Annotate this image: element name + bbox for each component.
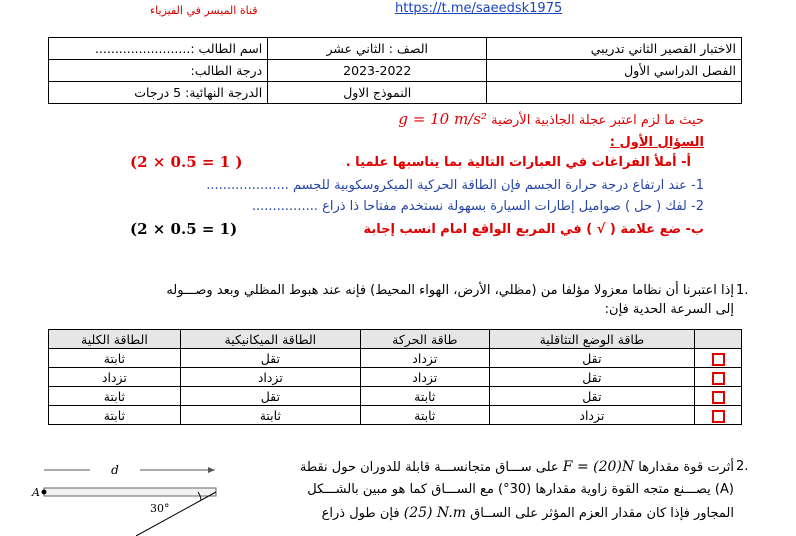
gravity-text: حيث ما لزم اعتبر عجلة الجاذبية الأرضية (491, 113, 704, 128)
option-cell: تزداد (49, 368, 181, 387)
rod-force-diagram (30, 460, 235, 536)
option-cell: تزداد (180, 368, 360, 387)
semester: الفصل الدراسي الأول (487, 60, 742, 82)
mc-2-line-2: (A) يصـــنع متجه القوة زاوية مقدارها (30°) مع الســـاق كما هو مبين بالشـــكل (307, 482, 734, 497)
option-row-4 (49, 406, 742, 425)
options-header-row (49, 330, 742, 349)
option-cell: ثابتة (49, 349, 181, 368)
force-formula: F = (20)N (562, 459, 635, 475)
grade-level: الصف : الثاني عشر (268, 38, 487, 60)
student-score-field: درجة الطالب: (49, 60, 268, 82)
angle-label: 30° (150, 502, 170, 515)
option-cell: تقل (180, 387, 360, 406)
checkbox-icon[interactable] (712, 353, 725, 366)
fill-item-2: 2- لفك ( حل ) صواميل إطارات السيارة بسهولة نستخدم مفتاحا ذا ذراع ................ (251, 199, 704, 214)
option-cell: ثابتة (49, 406, 181, 425)
academic-year: 2023-2022 (268, 60, 487, 82)
mc-2-line-3-a: المجاور فإذا كان مقدار العزم المؤثر على الســاق (470, 506, 734, 521)
exam-model: النموذج الاول (268, 82, 487, 104)
header-checkbox-column (695, 330, 742, 349)
mc-1-line-2: إلى السرعة الحدية فإن: (604, 302, 734, 317)
mc-2-line-1-a: أثرت قوة مقدارها (638, 460, 734, 475)
test-title: الاختبار القصير الثاني تدريبي (487, 38, 742, 60)
part-a-instruction: أ- أملأ الفراغات في العبارات التالية بما يناسبها علميا . (345, 155, 691, 170)
mc-1-options-table (48, 329, 742, 425)
header-empty-cell (487, 82, 742, 104)
gravity-formula: g = 10 m/s² (398, 110, 487, 128)
checkbox-icon[interactable] (712, 391, 725, 404)
option-cell: تقل (489, 368, 694, 387)
rod (44, 488, 216, 496)
mc-1-number: 1. (736, 283, 749, 298)
pivot-a-label: A (32, 486, 40, 499)
option-4-checkbox[interactable] (695, 406, 742, 425)
option-cell: ثابتة (360, 387, 489, 406)
option-cell: تزداد (489, 406, 694, 425)
option-row-2 (49, 368, 742, 387)
header-mechanical-energy: الطاقة الميكانيكية (180, 330, 360, 349)
checkbox-icon[interactable] (712, 410, 725, 423)
mc-2-line-1-b: على ســـاق متجانســـة قابلة للدوران حول نقطة (299, 460, 559, 475)
header-row-3 (49, 82, 742, 104)
option-cell: ثابتة (49, 387, 181, 406)
option-cell: تقل (489, 387, 694, 406)
option-cell: ثابتة (180, 406, 360, 425)
option-row-1 (49, 349, 742, 368)
mc-2-line-3 (322, 505, 734, 521)
exam-header-table (48, 37, 742, 104)
part-b-instruction: ب- ضع علامة ( √ ) في المربع الواقع امام انسب إجابة (363, 222, 704, 237)
option-3-checkbox[interactable] (695, 387, 742, 406)
fill-item-1: 1- عند ارتفاع درجة حرارة الجسم فإن الطاقة الحركية الميكروسكوبية للجسم .................... (206, 178, 704, 193)
option-1-checkbox[interactable] (695, 349, 742, 368)
final-score: الدرجة النهائية: 5 درجات (49, 82, 268, 104)
option-cell: ثابتة (360, 406, 489, 425)
header-row-1 (49, 38, 742, 60)
force-vector (136, 492, 216, 536)
gravity-line (398, 110, 704, 128)
mc-2-number: 2. (736, 459, 749, 474)
option-cell: تقل (180, 349, 360, 368)
torque-value: (25) N.m (403, 505, 467, 521)
mc-2-line-3-b: فإن طول ذراع (321, 506, 400, 521)
d-label: d (111, 463, 119, 477)
dimension-arrow-icon (208, 467, 215, 473)
option-cell: تزداد (360, 349, 489, 368)
telegram-link[interactable]: https://t.me/saeedsk1975 (395, 1, 563, 16)
part-a-score: (2 × 0.5 = 1 ) (130, 153, 243, 171)
header-potential-energy: طاقة الوضع التثاقلية (489, 330, 694, 349)
header-total-energy: الطاقة الكلية (49, 330, 181, 349)
header-kinetic-energy: طاقة الحركة (360, 330, 489, 349)
mc-2-line-1 (300, 459, 734, 475)
header-row-2 (49, 60, 742, 82)
mc-1-line-1: إذا اعتبرنا أن نظاما معزولا مؤلفا من (مظلي، الأرض، الهواء المحيط) فإنه عند هبوط المظلي وبعد وصـــوله (166, 283, 734, 298)
part-b-score: (2 × 0.5 = 1) (130, 220, 238, 238)
option-2-checkbox[interactable] (695, 368, 742, 387)
option-cell: تقل (489, 349, 694, 368)
pivot-point-icon (42, 490, 47, 495)
channel-name: قناة الميسر في الفيزياء (150, 4, 258, 17)
question-1-title: السؤال الأول : (609, 135, 704, 150)
checkbox-icon[interactable] (712, 372, 725, 385)
option-cell: تزداد (360, 368, 489, 387)
option-row-3 (49, 387, 742, 406)
student-name-field: اسم الطالب :........................ (49, 38, 268, 60)
